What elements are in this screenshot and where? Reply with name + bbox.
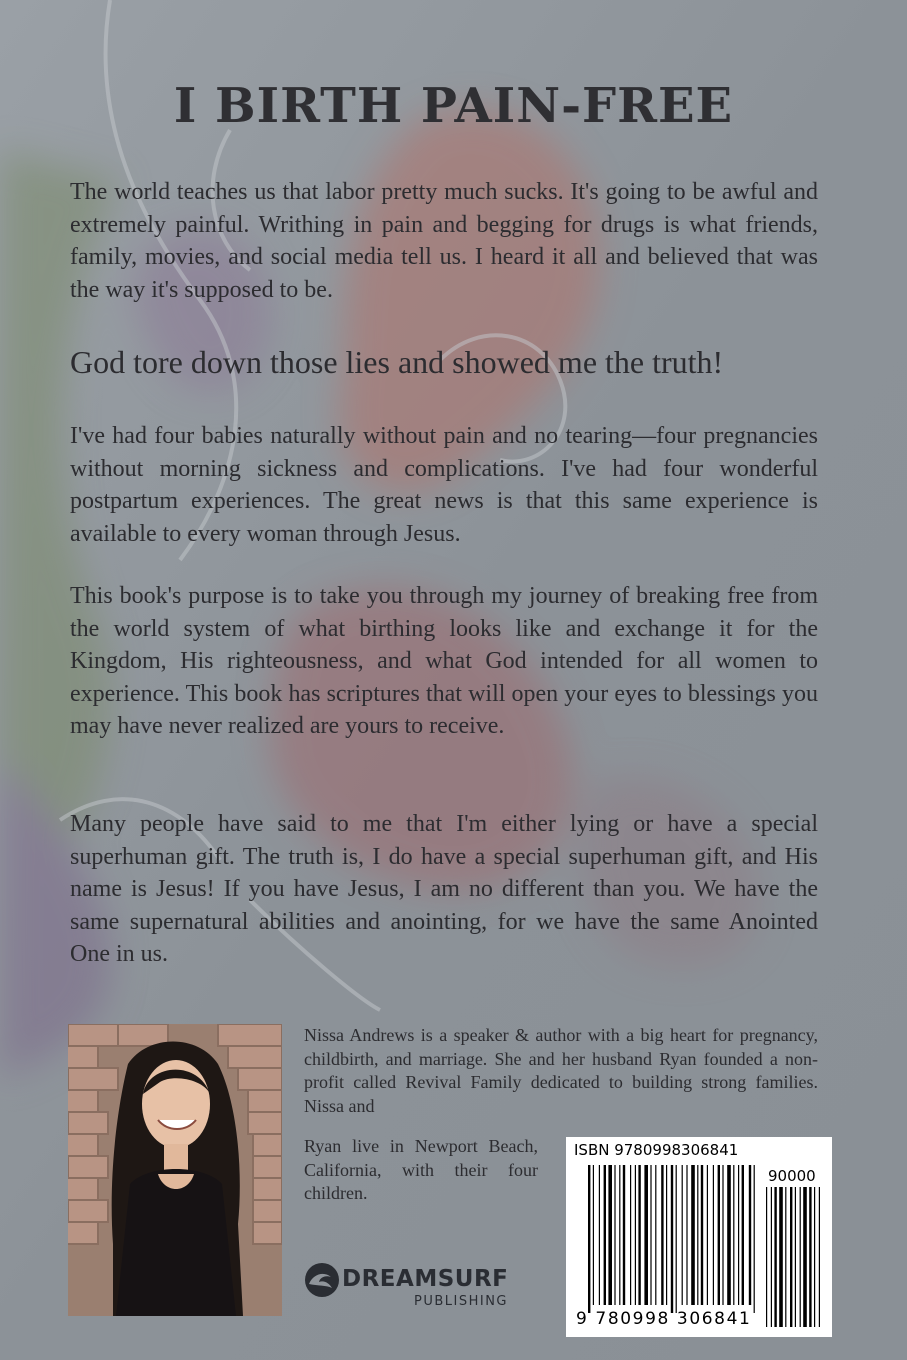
testimony-paragraph: I've had four babies naturally without pain and no tearing—four pregnancies without morning sickness and complications. I've had four wonderful postpartum experiences. The great news is that this same experience is available to every woman through Jesus. xyxy=(70,423,818,547)
barcode-addon-bar xyxy=(771,1187,772,1327)
author-bio-top: Nissa Andrews is a speaker & author with a big heart for pregnancy, childbirth, and marriage. She and her husband Ryan founded a non-profit called Revival Family dedicated to building strong families. Nissa and xyxy=(304,1025,818,1116)
intro-paragraph: The world teaches us that labor pretty much sucks. It's going to be awful and extremely painful. Writhing in pain and begging for drugs is what friends, family, movies, and social media tell us. I heard it all and believed that was the way it's supposed to be. xyxy=(70,179,818,303)
barcode-bar xyxy=(604,1165,606,1305)
barcode-addon-bar xyxy=(766,1187,767,1327)
barcode-digits: 9 780998 306841 xyxy=(576,1309,752,1329)
barcode-bar xyxy=(588,1165,590,1313)
barcode-addon-bar xyxy=(790,1187,792,1327)
barcode-bar xyxy=(619,1165,620,1305)
isbn-barcode xyxy=(566,1137,832,1337)
barcode-bar xyxy=(686,1165,687,1305)
barcode-bar xyxy=(707,1165,708,1305)
barcode-bar xyxy=(682,1165,683,1305)
barcode-addon-bar xyxy=(774,1187,776,1327)
author-bio-bottom: Ryan live in Newport Beach, California, with their four children. xyxy=(304,1136,538,1203)
barcode-bar xyxy=(701,1165,703,1305)
barcode-addon-bar xyxy=(800,1187,801,1327)
barcode-bar xyxy=(676,1165,677,1313)
barcode-bar xyxy=(749,1165,751,1305)
barcode-bar xyxy=(727,1165,731,1305)
barcode-bar xyxy=(655,1165,656,1305)
publisher-logo xyxy=(304,1258,524,1318)
barcode-bars xyxy=(566,1137,832,1337)
barcode-bar xyxy=(666,1165,667,1305)
price-addon: 90000 xyxy=(768,1167,816,1185)
barcode-bar xyxy=(738,1165,739,1305)
author-photo xyxy=(68,1024,282,1316)
book-title: I BIRTH PAIN-FREE xyxy=(173,78,734,134)
headline: God tore down those lies and showed me the truth! xyxy=(70,344,724,380)
barcode-addon-bar xyxy=(779,1187,783,1327)
barcode-bar xyxy=(593,1165,594,1305)
barcode-bar xyxy=(691,1165,695,1305)
barcode-bar xyxy=(697,1165,698,1305)
closing-paragraph: Many people have said to me that I'm either lying or have a special superhuman gift. The truth is, I do have a special superhuman gift, and His name is Jesus! If you have Jesus, I am no different than you. We have the same supernatural abilities and anointing, for we have the same Anointed One in us. xyxy=(70,811,818,967)
barcode-bar xyxy=(630,1165,631,1305)
barcode-bar xyxy=(742,1165,744,1305)
barcode-bar xyxy=(614,1165,615,1305)
barcode-bar xyxy=(713,1165,714,1305)
barcode-bar xyxy=(722,1165,723,1305)
barcode-bar xyxy=(644,1165,648,1305)
publisher-subtitle: PUBLISHING xyxy=(414,1294,509,1309)
barcode-bar xyxy=(733,1165,734,1305)
barcode-addon-bar xyxy=(809,1187,811,1327)
barcode-addon-bar xyxy=(819,1187,820,1327)
publisher-name: DREAMSURF xyxy=(342,1266,509,1292)
isbn-label: ISBN 9780998306841 xyxy=(574,1141,739,1159)
barcode-bar xyxy=(661,1165,663,1305)
barcode-addon-bar xyxy=(785,1187,786,1327)
barcode-addon-bar xyxy=(814,1187,815,1327)
barcode-addon-bar xyxy=(795,1187,796,1327)
barcode-bar xyxy=(650,1165,651,1305)
barcode-bar xyxy=(638,1165,640,1305)
barcode-bar xyxy=(599,1165,600,1305)
barcode-bar xyxy=(718,1165,720,1305)
barcode-bar xyxy=(635,1165,636,1305)
barcode-addon-bar xyxy=(803,1187,807,1327)
barcode-bar xyxy=(608,1165,612,1305)
barcode-bar xyxy=(623,1165,625,1305)
barcode-bar xyxy=(671,1165,673,1313)
purpose-paragraph: This book's purpose is to take you through my journey of breaking free from the world system of what birthing looks like and exchange it for the Kingdom, His righteousness, and what God intended for all women to experience. This book has scriptures that will open your eyes to blessings you may have never realized are yours to receive. xyxy=(70,583,818,739)
wave-icon xyxy=(304,1262,340,1298)
barcode-bar xyxy=(754,1165,755,1313)
